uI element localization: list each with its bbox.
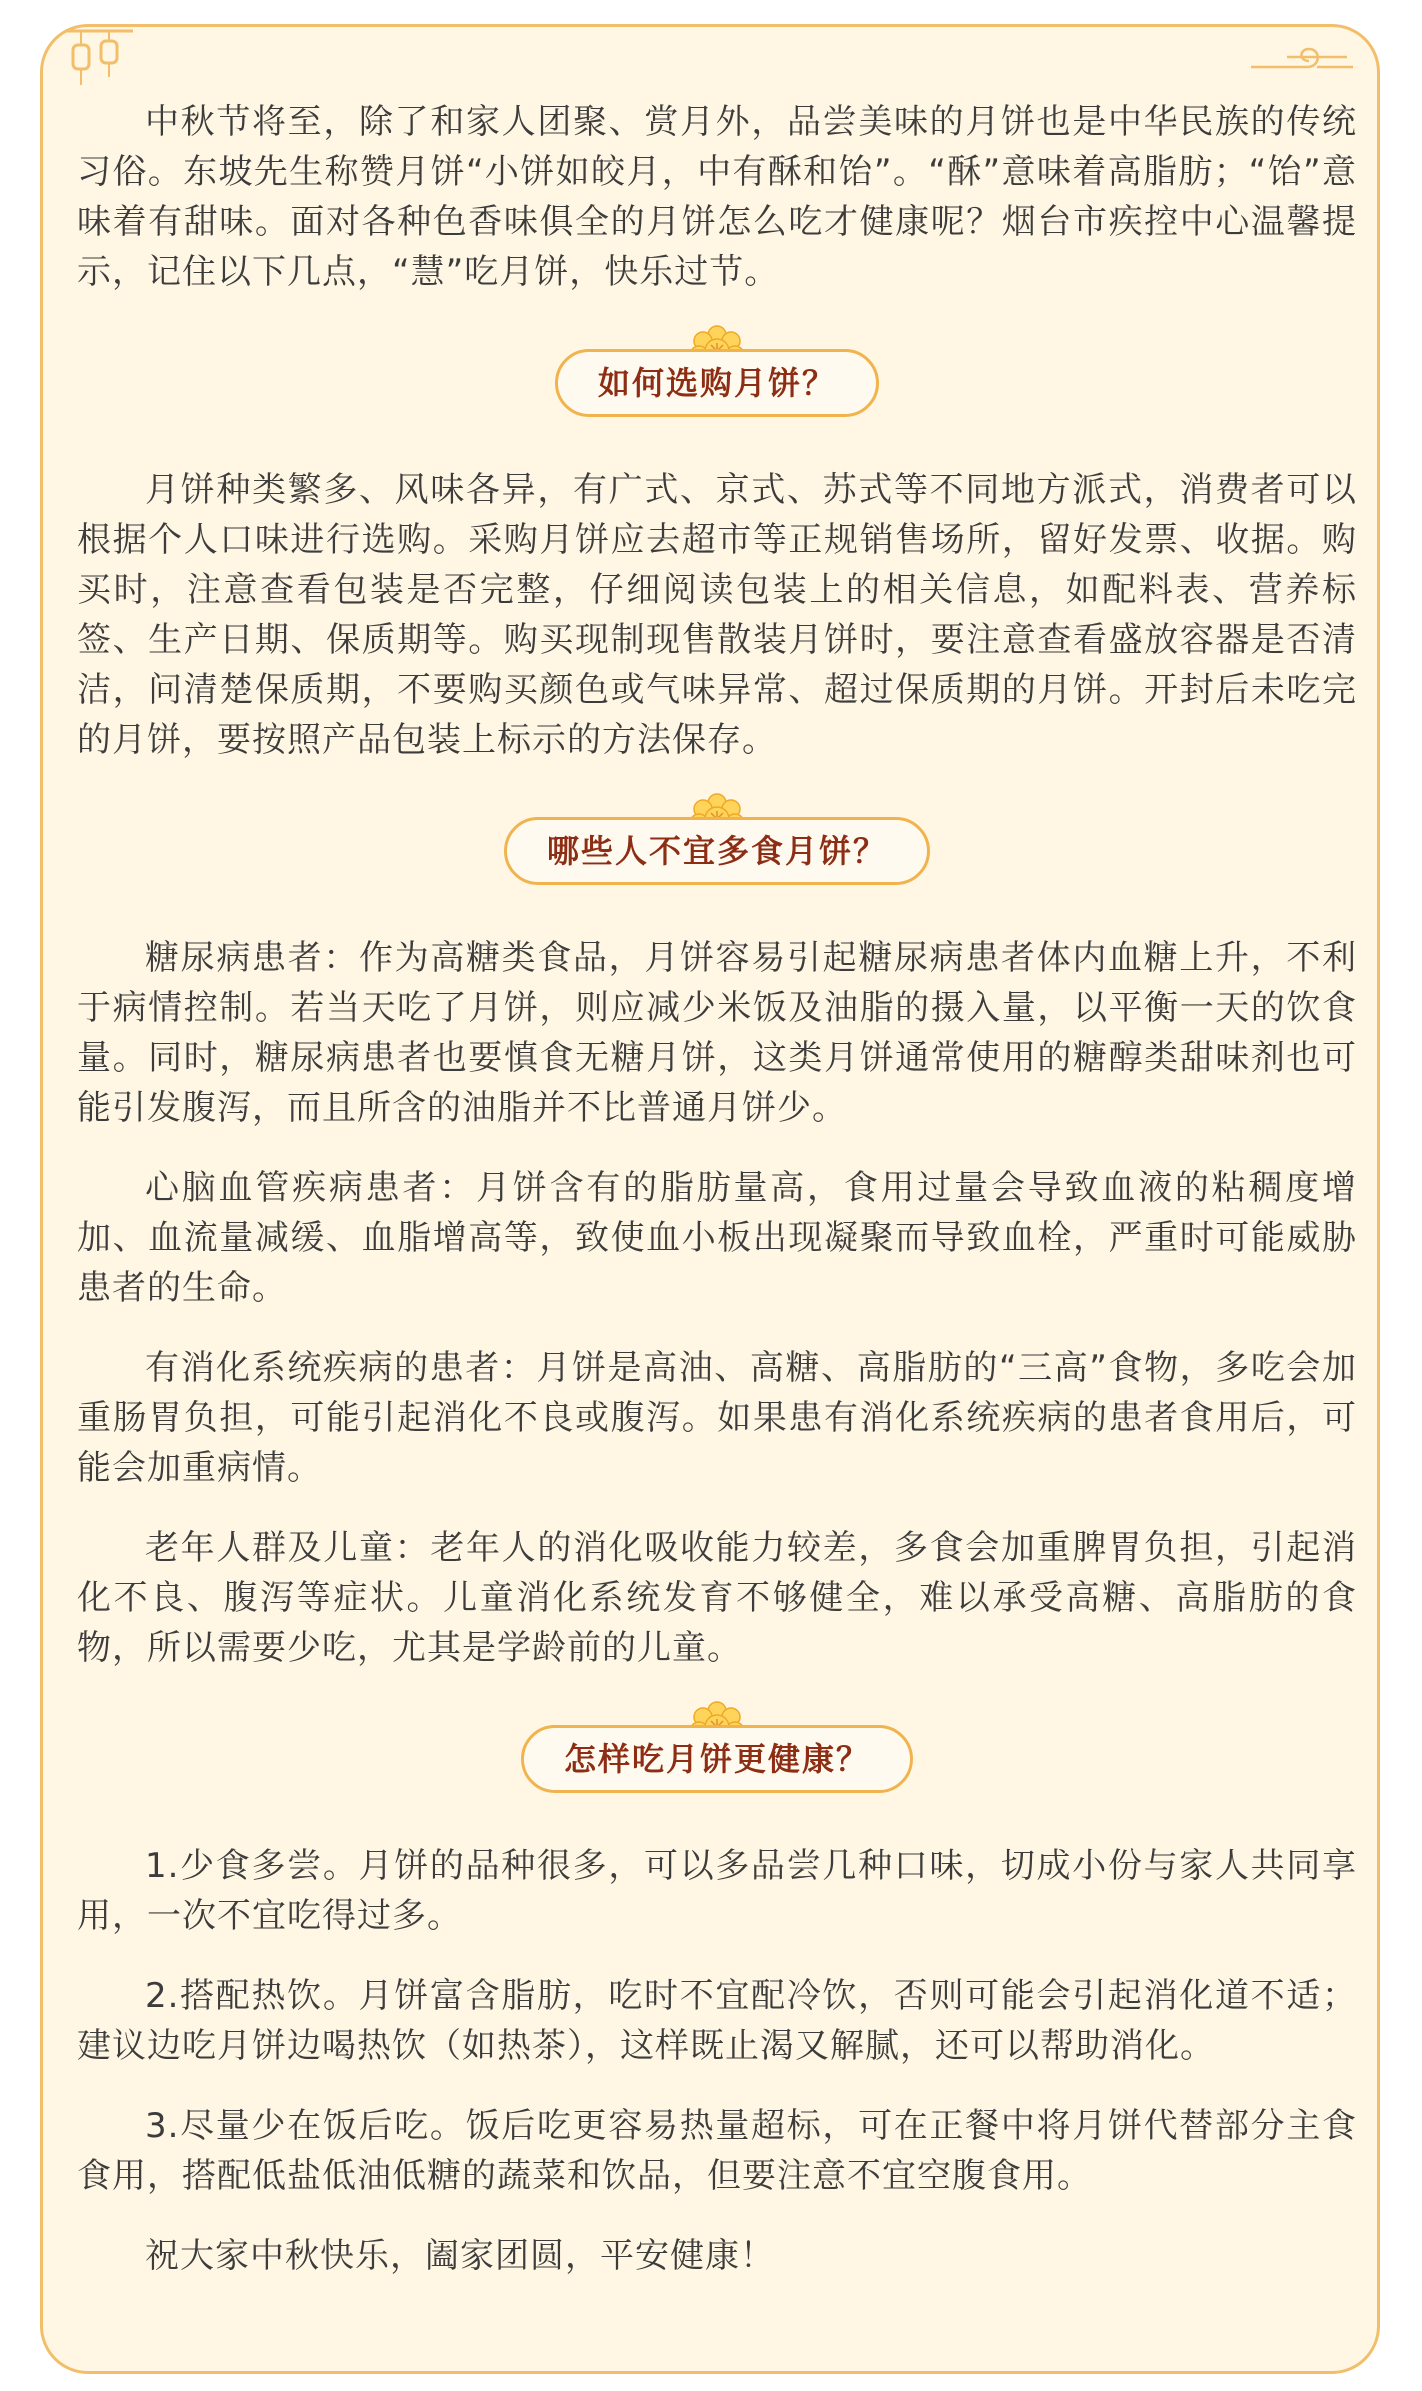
tip-paragraph-1: 1.少食多尝。月饼的品种很多，可以多品尝几种口味，切成小份与家人共同享用，一次不宜吃得过多。 [77,1846,1357,1936]
section-title: 哪些人不宜多食月饼？ [504,817,930,885]
cloud-swirl-icon [1247,37,1357,77]
section-title: 怎样吃月饼更健康？ [521,1725,913,1793]
buying-paragraph: 月饼种类繁多、风味各异，有广式、京式、苏式等不同地方派式，消费者可以根据个人口味进行选购。采购月饼应去超市等正规销售场所，留好发票、收据。购买时，注意查看包装是否完整，仔细阅读包装上的相关信息，如配料表、营养标签、生产日期、保质期等。购买现制现售散装月饼时，要注意查看盛放容器是否清洁，问清楚保质期，不要购买颜色或气味异常、超过保质期的月饼。开封后未吃完的月饼，要按照产品包装上标示的方法保存。 [77,470,1357,760]
section-heading-buying [77,321,1357,431]
caution-paragraph-cardio: 心脑血管疾病患者：月饼含有的脂肪量高，食用过量会导致血液的粘稠度增加、血流量减缓、血脂增高等，致使血小板出现凝聚而导致血栓，严重时可能威胁患者的生命。 [77,1168,1357,1308]
caution-paragraph-elderly-children: 老年人群及儿童：老年人的消化吸收能力较差，多食会加重脾胃负担，引起消化不良、腹泻等症状。儿童消化系统发育不够健全，难以承受高糖、高脂肪的食物，所以需要少吃，尤其是学龄前的儿童。 [77,1528,1357,1668]
tip-paragraph-3: 3.尽量少在饭后吃。饭后吃更容易热量超标，可在正餐中将月饼代替部分主食食用，搭配低盐低油低糖的蔬菜和饮品，但要注意不宜空腹食用。 [77,2106,1357,2196]
intro-paragraph: 中秋节将至，除了和家人团聚、赏月外，品尝美味的月饼也是中华民族的传统习俗。东坡先生称赞月饼“小饼如皎月，中有酥和饴”。“酥”意味着高脂肪；“饴”意味着有甜味。面对各种色香味俱全的月饼怎么吃才健康呢？烟台市疾控中心温馨提示，记住以下几点，“慧”吃月饼，快乐过节。 [77,102,1357,292]
closing-paragraph: 祝大家中秋快乐，阖家团圆，平安健康！ [145,2236,775,2276]
lantern-icon [59,19,139,109]
section-heading-healthy [77,1697,1357,1807]
article-card [40,24,1380,2374]
caution-paragraph-diabetes: 糖尿病患者：作为高糖类食品，月饼容易引起糖尿病患者体内血糖上升，不利于病情控制。若当天吃了月饼，则应减少米饭及油脂的摄入量，以平衡一天的饮食量。同时，糖尿病患者也要慎食无糖月饼，这类月饼通常使用的糖醇类甜味剂也可能引发腹泻，而且所含的油脂并不比普通月饼少。 [77,938,1357,1128]
section-title: 如何选购月饼？ [555,349,879,417]
section-heading-caution [77,789,1357,899]
tip-paragraph-2: 2.搭配热饮。月饼富含脂肪，吃时不宜配冷饮，否则可能会引起消化道不适；建议边吃月饼边喝热饮（如热茶），这样既止渴又解腻，还可以帮助消化。 [77,1976,1357,2066]
article-content [77,97,1357,2311]
caution-paragraph-digestive: 有消化系统疾病的患者：月饼是高油、高糖、高脂肪的“三高”食物，多吃会加重肠胃负担，可能引起消化不良或腹泻。如果患有消化系统疾病的患者食用后，可能会加重病情。 [77,1348,1357,1488]
